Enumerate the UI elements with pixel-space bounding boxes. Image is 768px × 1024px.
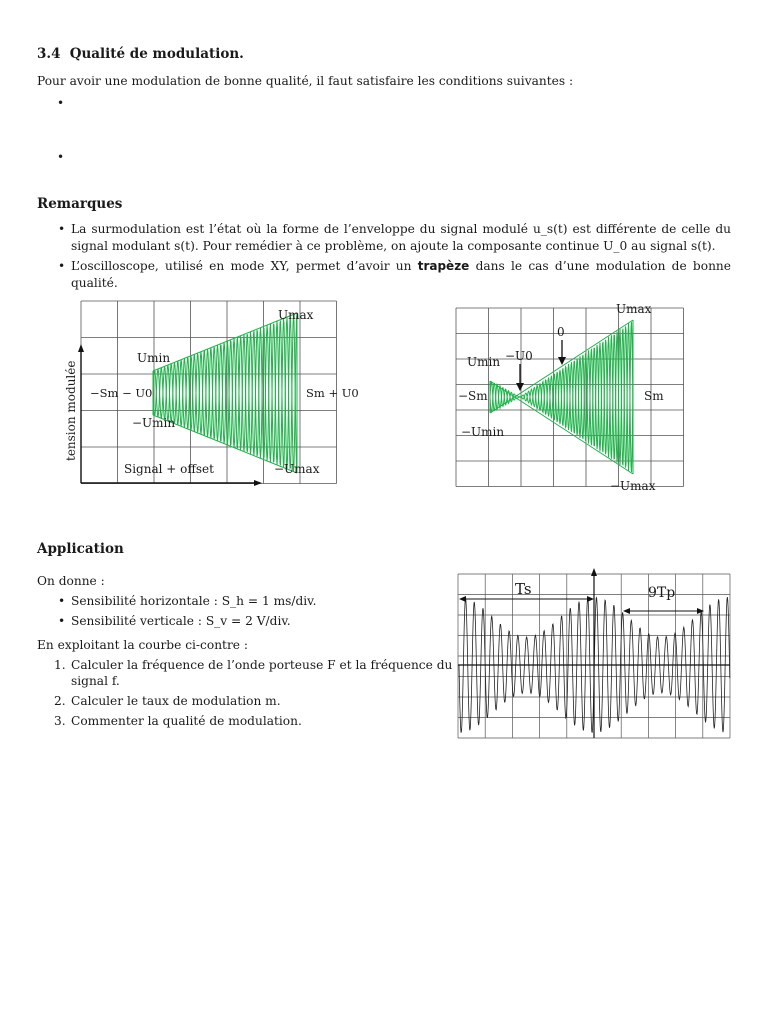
section-title	[37, 46, 244, 62]
scope-y-arrow-icon	[591, 568, 597, 576]
questions-list	[37, 657, 457, 733]
question-2: 2. Calculer le taux de modulation m.	[54, 694, 281, 708]
figure-left-trapezoid	[60, 298, 359, 490]
exploit-text: En exploitant la courbe ci-contre :	[37, 638, 248, 652]
intro-paragraph: Pour avoir une modulation de bonne qualité, il faut satisfaire les conditions suivantes :	[37, 74, 574, 88]
left-neg-umax: −Umax	[274, 462, 320, 476]
right-zero: 0	[557, 325, 565, 339]
question-1: 1. Calculer la fréquence de l’onde porteuse F et la fréquence du signal f.	[54, 658, 453, 688]
right-umin: Umin	[467, 355, 501, 369]
sensitivity-vertical: • Sensibilité verticale : S_v = 2 V/div.	[37, 613, 457, 630]
left-left-label: −Sm − U0	[90, 386, 153, 400]
right-left-label: −Sm	[458, 389, 488, 403]
right-neg-u0: −U0	[505, 349, 533, 363]
left-umax: Umax	[278, 308, 314, 322]
tp-label: 9Tp	[648, 585, 676, 601]
left-right-label: Sm + U0	[306, 386, 359, 400]
left-x-arrow-icon	[254, 480, 262, 486]
ts-label: Ts	[515, 580, 532, 598]
left-ylabel: tension modulée	[64, 360, 78, 461]
section-number: 3.4	[37, 46, 61, 62]
left-xlabel: Signal + offset	[124, 462, 214, 476]
empty-bullet-2: •	[57, 150, 65, 164]
right-right-label: Sm	[644, 389, 664, 403]
remark-item-1: • La surmodulation est l’état où la forme de l’enveloppe du signal modulé u_s(t) est différente de celle du signal modulant s(t). Pour remédier à ce problème, on ajoute la composante continue U_0 au signal s(t).	[37, 221, 731, 255]
left-modulated-wave	[153, 313, 297, 473]
right-arrow-neg-u0-head-icon	[516, 383, 524, 391]
oscilloscope-figure	[455, 566, 735, 740]
empty-bullet-1: •	[57, 96, 65, 110]
left-y-arrow-icon	[78, 344, 84, 352]
left-wave-trace	[153, 315, 297, 473]
trapeze-keyword: trapèze	[417, 259, 470, 273]
figure-right-trapezoid	[450, 298, 690, 494]
right-neg-umax: −Umax	[610, 479, 656, 493]
right-neg-umin: −Umin	[461, 425, 505, 439]
ts-arrow-right-icon	[587, 596, 594, 602]
remarks-list	[37, 221, 731, 295]
sensitivity-horizontal: • Sensibilité horizontale : S_h = 1 ms/div.	[37, 593, 457, 610]
section-title-text: Qualité de modulation.	[69, 46, 244, 62]
left-neg-umin: −Umin	[132, 416, 176, 430]
right-umax: Umax	[616, 302, 652, 316]
remark-item-2: • L’oscilloscope, utilisé en mode XY, permet d’avoir un trapèze dans le cas d’une modulation de bonne qualité.	[37, 258, 731, 292]
application-heading: Application	[37, 541, 124, 557]
tp-arrow-left-icon	[623, 608, 630, 614]
given-list	[37, 593, 457, 633]
ts-arrow-left-icon	[459, 596, 466, 602]
given-text: On donne :	[37, 574, 105, 588]
left-umin: Umin	[137, 351, 171, 365]
remarks-heading: Remarques	[37, 196, 123, 212]
question-3: 3. Commenter la qualité de modulation.	[54, 714, 302, 728]
